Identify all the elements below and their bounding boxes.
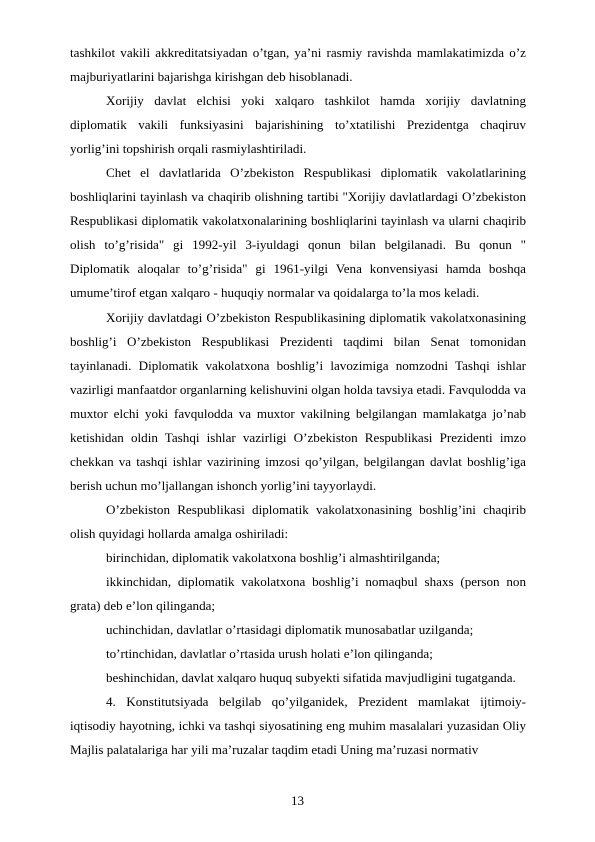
paragraph: O’zbekiston Respublikasi diplomatik vakolatxonasining boshlig’ini chaqirib olish quyidagi hollarda amalga oshiriladi:	[70, 501, 526, 541]
list-item: beshinchidan, davlat xalqaro huquq subyekti sifatida mavjudligini tugatganda.	[106, 670, 516, 686]
paragraph-continuation: tashkilot vakili akkreditatsiyadan o’tgan, ya’ni rasmiy ravishda mamlakatimizda o’z majburiyatlarini bajarishga kirishgan deb hisoblanadi.	[70, 45, 526, 85]
list-item: ikkinchidan, diplomatik vakolatxona boshlig’i nomaqbul shaxs (person non grata) deb e’lon qilinganda;	[70, 574, 526, 614]
paragraph: Xorijiy davlatdagi O’zbekiston Respublikasining diplomatik vakolatxonasining boshlig’i O’zbekiston Respublikasi Prezidenti taqdimi bilan Senat tomonidan tayinlanadi. Diplomatik vakolatxona boshlig’i lavozimiga nomzodni Tashqi ishlar vazirligi manfaatdor organlarning kelishuvini olgan holda tavsiya etadi. Favqulodda va muxtor elchi yoki favqulodda va muxtor vakilning belgilangan mamlakatga jo’nab ketishidan oldin Tashqi ishlar vazirligi O’zbekiston Respublikasi Prezidenti imzo chekkan va tashqi ishlar vazirining imzosi qo’yilgan, belgilangan davlat boshlig’iga berish uchun mo’ljallangan ishonch yorlig’ini tayyorlaydi.	[70, 309, 526, 493]
paragraph: Chet el davlatlarida O’zbekiston Respublikasi diplomatik vakolatlarining boshliqlarini tayinlash va chaqirib olishning tartibi "Xorijiy davlatlardagi O’zbekiston Respublikasi diplomatik vakolatxonalarining boshliqlarini tayinlash va ularni chaqirib olish to’g’risida" gi 1992-yil 3-iyuldagi qonun bilan belgilanadi. Bu qonun " Diplomatik aloqalar to’g’risida" gi 1961-yilgi Vena konvensiyasi hamda boshqa umume’tirof etgan xalqaro - huquqiy normalar va qoidalarga to’la mos keladi.	[70, 165, 526, 301]
list-item: to’rtinchidan, davlatlar o’rtasida urush holati e’lon qilinganda;	[106, 646, 433, 662]
paragraph: 4. Konstitutsiyada belgilab qo’yilganidek, Prezident mamlakat ijtimoiy-iqtisodiy hayotning, ichki va tashqi siyosatining eng muhim masalalari yuzasidan Oliy Majlis palatalariga har yili ma’ruzalar taqdim etadi Uning ma’ruzasi normativ	[70, 694, 526, 758]
list-item: uchinchidan, davlatlar o’rtasidagi diplomatik munosabatlar uzilganda;	[106, 622, 474, 638]
list-item: birinchidan, diplomatik vakolatxona boshlig’i almashtirilganda;	[106, 549, 441, 565]
page-number: 13	[290, 793, 305, 808]
body-text	[70, 41, 526, 762]
paragraph: Xorijiy davlat elchisi yoki xalqaro tashkilot hamda xorijiy davlatning diplomatik vakili funksiyasini bajarishining to’xtatilishi Prezidentga chaqiruv yorlig’ini topshirish orqali rasmiylashtiriladi.	[70, 93, 526, 157]
